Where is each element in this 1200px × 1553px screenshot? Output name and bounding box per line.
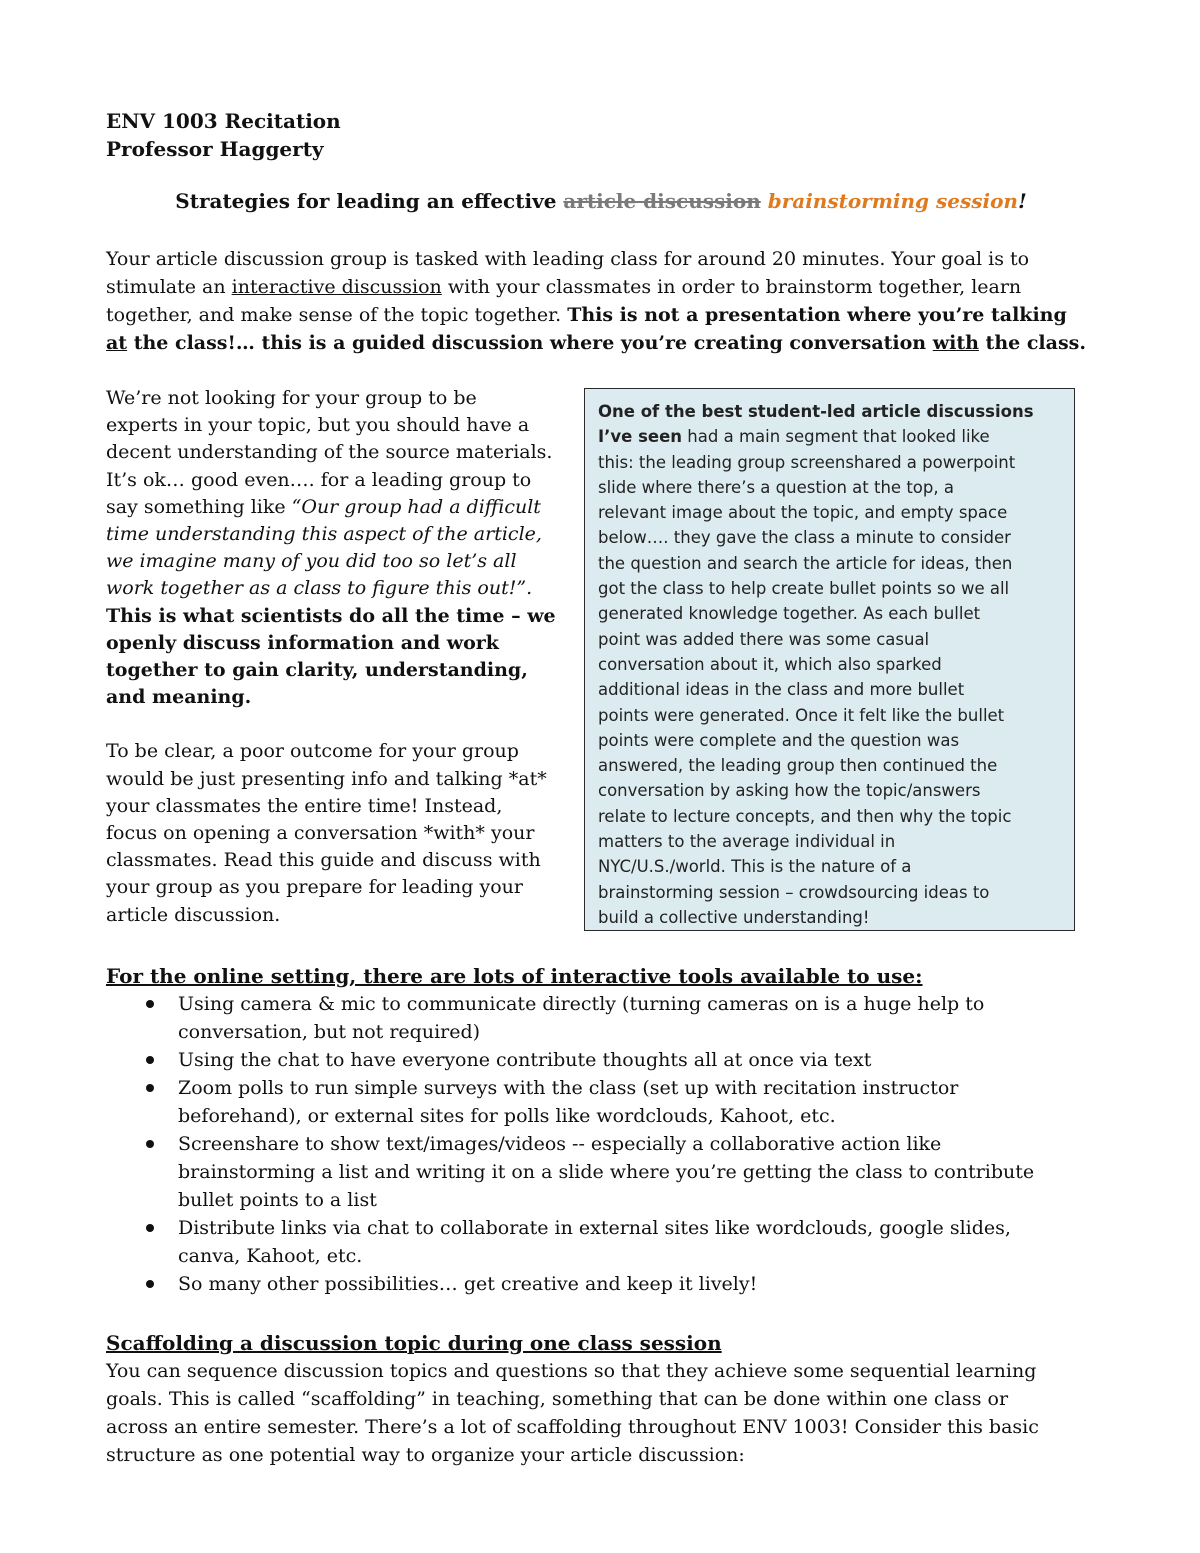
title-struck-text: article discussion bbox=[563, 189, 761, 213]
callout-line: matters to the average individual in bbox=[598, 832, 896, 852]
intro-text: stimulate an bbox=[106, 276, 226, 298]
callout-line: build a collective understanding! bbox=[598, 907, 870, 927]
scaffolding-line: across an entire semester. There’s a lot of scaffolding throughout ENV 1003! Consider this basic bbox=[106, 1416, 1039, 1438]
left-bold-line: openly discuss information and work bbox=[106, 631, 499, 654]
callout-line: NYC/U.S./world. This is the nature of a bbox=[598, 857, 912, 877]
left-paragraph-2 bbox=[106, 738, 576, 928]
online-tool-line: bullet points to a list bbox=[178, 1189, 377, 1211]
online-tool-item bbox=[106, 1214, 1096, 1270]
left-quote-line: work together as a class to figure this out!”. bbox=[106, 577, 533, 600]
online-tools-heading: For the online setting, there are lots of interactive tools available to use: bbox=[106, 964, 923, 988]
intro-line-3 bbox=[106, 301, 1096, 329]
callout-line: points were generated. Once it felt like the bullet bbox=[598, 705, 1005, 725]
left-line bbox=[106, 494, 576, 521]
intro-underline-at: at bbox=[106, 332, 128, 354]
left-bold-line: together to gain clarity, understanding, bbox=[106, 659, 528, 682]
online-tool-line: Using the chat to have everyone contribute thoughts all at once via text bbox=[178, 1049, 872, 1071]
callout-line bbox=[598, 424, 1064, 449]
left-line: experts in your topic, but you should have a bbox=[106, 414, 530, 437]
left-line: It’s ok… good even…. for a leading group to bbox=[106, 468, 532, 491]
callout-line: answered, the leading group then continued the bbox=[598, 756, 998, 776]
left-line: article discussion. bbox=[106, 903, 281, 926]
online-tool-line: canva, Kahoot, etc. bbox=[178, 1245, 363, 1267]
online-tool-line: Zoom polls to run simple surveys with the class (set up with recitation instructor bbox=[178, 1077, 959, 1099]
callout-bold-text: I’ve seen bbox=[598, 427, 683, 447]
callout-line: points were complete and the question was bbox=[598, 730, 960, 750]
callout-line: got the class to help create bullet points so we all bbox=[598, 579, 1010, 599]
intro-line-1: Your article discussion group is tasked with leading class for around 20 minutes. Your goal is to bbox=[106, 248, 1030, 270]
intro-underline-with: with bbox=[932, 332, 979, 354]
online-tool-line: Using camera & mic to communicate directly (turning cameras on is a huge help to bbox=[178, 993, 985, 1015]
left-quote-line: we imagine many of you did too so let’s all bbox=[106, 550, 517, 573]
callout-bold-line: One of the best student-led article discussions bbox=[598, 402, 1034, 421]
left-line: We’re not looking for your group to be bbox=[106, 387, 477, 409]
scaffolding-line: structure as one potential way to organize your article discussion: bbox=[106, 1444, 745, 1466]
page-title bbox=[106, 189, 1096, 213]
intro-underline-interactive: interactive discussion bbox=[231, 276, 442, 298]
left-text: say something like bbox=[106, 495, 286, 518]
online-tools-list bbox=[106, 990, 1096, 1298]
online-tool-item bbox=[106, 1046, 1096, 1074]
intro-line-2 bbox=[106, 273, 1096, 301]
intro-text: together, and make sense of the topic together. bbox=[106, 304, 562, 326]
callout-line: generated knowledge together. As each bullet bbox=[598, 604, 981, 624]
callout-line: slide where there’s a question at the top, a bbox=[598, 477, 954, 497]
online-tool-line: Screenshare to show text/images/videos -- especially a collaborative action like bbox=[178, 1133, 942, 1155]
intro-bold-text: This is not a presentation where you’re talking bbox=[567, 304, 1067, 326]
callout-line: point was added there was some casual bbox=[598, 629, 930, 649]
left-line: decent understanding of the source materials. bbox=[106, 441, 553, 464]
left-column bbox=[106, 385, 576, 929]
callout-line: conversation by asking how the topic/answers bbox=[598, 781, 981, 801]
callout-line: the question and search the article for ideas, then bbox=[598, 553, 1013, 573]
intro-line-4 bbox=[106, 329, 1096, 357]
online-tool-line: Distribute links via chat to collaborate in external sites like wordclouds, google slides, bbox=[178, 1217, 1011, 1239]
intro-paragraph bbox=[106, 245, 1096, 357]
callout-line: brainstorming session – crowdsourcing ideas to bbox=[598, 882, 990, 902]
professor-name: Professor Haggerty bbox=[106, 137, 324, 161]
online-tool-item bbox=[106, 1074, 1096, 1130]
scaffolding-heading: Scaffolding a discussion topic during one class session bbox=[106, 1331, 722, 1355]
left-paragraph-1 bbox=[106, 385, 576, 711]
left-line: would be just presenting info and talking *at* bbox=[106, 767, 547, 790]
left-quote-line: time understanding this aspect of the article, bbox=[106, 523, 542, 546]
callout-line: relevant image about the topic, and empty space bbox=[598, 503, 1008, 523]
callout-text: had a main segment that looked like bbox=[687, 427, 990, 447]
online-tool-line: beforehand), or external sites for polls like wordclouds, Kahoot, etc. bbox=[178, 1105, 836, 1127]
left-line: focus on opening a conversation *with* your bbox=[106, 822, 535, 845]
left-line: your group as you prepare for leading your bbox=[106, 876, 523, 899]
intro-bold-text: the class. bbox=[985, 332, 1086, 354]
callout-line: below…. they gave the class a minute to consider bbox=[598, 528, 1011, 548]
online-tool-line: conversation, but not required) bbox=[178, 1021, 481, 1043]
left-bold-line: and meaning. bbox=[106, 686, 252, 709]
title-replacement-text: brainstorming session bbox=[767, 189, 1018, 213]
scaffolding-section bbox=[106, 1329, 1096, 1469]
online-tool-item bbox=[106, 1130, 1096, 1214]
online-tool-item bbox=[106, 990, 1096, 1046]
online-tools-section bbox=[106, 962, 1096, 1298]
left-quote: “Our group had a difficult bbox=[291, 495, 541, 518]
online-tool-item bbox=[106, 1270, 1096, 1298]
intro-bold-text: the class!… this is a guided discussion where you’re creating conversation bbox=[133, 332, 927, 354]
scaffolding-paragraph bbox=[106, 1357, 1096, 1469]
intro-text: with your classmates in order to brainstorm together, learn bbox=[447, 276, 1022, 298]
course-title: ENV 1003 Recitation bbox=[106, 109, 341, 133]
callout-line: this: the leading group screenshared a powerpoint bbox=[598, 452, 1016, 472]
scaffolding-line: You can sequence discussion topics and questions so that they achieve some sequential learning bbox=[106, 1360, 1037, 1382]
scaffolding-line: goals. This is called “scaffolding” in teaching, something that can be done within one class or bbox=[106, 1388, 1009, 1410]
left-line: classmates. Read this guide and discuss with bbox=[106, 849, 541, 872]
callout-box bbox=[584, 388, 1075, 931]
callout-line: relate to lecture concepts, and then why the topic bbox=[598, 806, 1012, 826]
left-bold-line: This is what scientists do all the time – we bbox=[106, 604, 556, 627]
online-tool-line: brainstorming a list and writing it on a slide where you’re getting the class to contribute bbox=[178, 1161, 1035, 1183]
left-line: To be clear, a poor outcome for your group bbox=[106, 740, 519, 763]
callout-line: conversation about it, which also sparked bbox=[598, 654, 942, 674]
online-tool-line: So many other possibilities… get creative and keep it lively! bbox=[178, 1273, 758, 1295]
callout-line: additional ideas in the class and more bullet bbox=[598, 680, 965, 700]
left-line: your classmates the entire time! Instead, bbox=[106, 794, 503, 817]
title-suffix: ! bbox=[1017, 189, 1027, 213]
title-prefix: Strategies for leading an effective bbox=[175, 189, 557, 213]
